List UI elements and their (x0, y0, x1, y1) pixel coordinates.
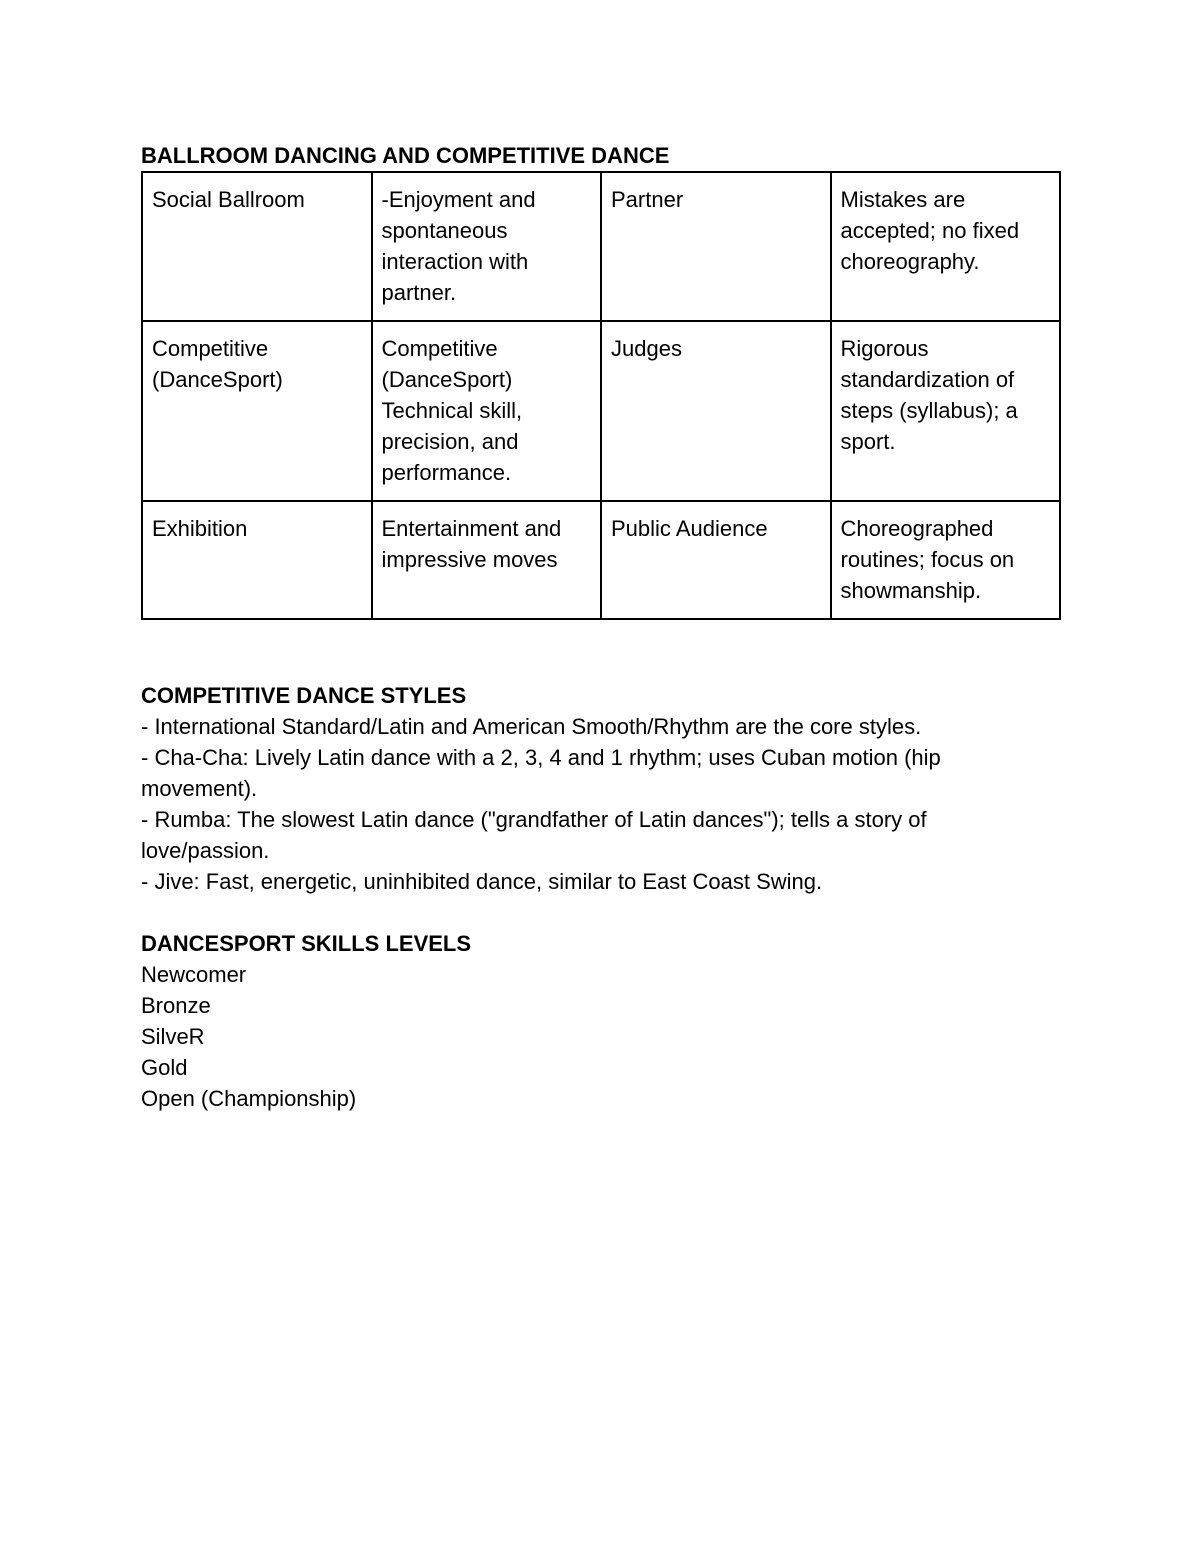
table-cell: Social Ballroom (142, 172, 372, 321)
table-cell: Competitive (DanceSport) (142, 321, 372, 501)
list-item: SilveR (141, 1024, 205, 1049)
table-cell: Public Audience (601, 501, 831, 619)
table-cell: Choreographed routines; focus on showmanship. (831, 501, 1061, 619)
table-row (142, 321, 1060, 501)
section-title-styles: COMPETITIVE DANCE STYLES (141, 683, 467, 708)
list-item: Gold (141, 1055, 188, 1080)
table-cell: -Enjoyment and spontaneous interaction with partner. (372, 172, 602, 321)
section-title-levels: DANCESPORT SKILLS LEVELS (141, 931, 472, 956)
table-cell: Mistakes are accepted; no fixed choreography. (831, 172, 1061, 321)
competitive-styles-section (141, 680, 1061, 897)
table-cell: Rigorous standardization of steps (syllabus); a sport. (831, 321, 1061, 501)
list-item: - International Standard/Latin and American Smooth/Rhythm are the core styles. (141, 714, 922, 739)
table-cell: Exhibition (142, 501, 372, 619)
section-title-ballroom: BALLROOM DANCING AND COMPETITIVE DANCE (141, 143, 670, 168)
table-row (142, 172, 1060, 321)
list-item: Bronze (141, 993, 211, 1018)
list-item: - Jive: Fast, energetic, uninhibited dance, similar to East Coast Swing. (141, 869, 823, 894)
list-item: Newcomer (141, 962, 247, 987)
table-cell: Entertainment and impressive moves (372, 501, 602, 619)
list-item: - Cha-Cha: Lively Latin dance with a 2, 3, 4 and 1 rhythm; uses Cuban motion (hip movement). (141, 745, 941, 801)
list-item: - Rumba: The slowest Latin dance ("grandfather of Latin dances"); tells a story of love/passion. (141, 807, 927, 863)
list-item: Open (Championship) (141, 1086, 357, 1111)
ballroom-table (141, 171, 1061, 620)
document-page (141, 140, 1061, 1114)
skill-levels-section (141, 928, 1061, 1114)
table-cell: Competitive (DanceSport) Technical skill, precision, and performance. (372, 321, 602, 501)
table-cell: Partner (601, 172, 831, 321)
table-row (142, 501, 1060, 619)
table-cell: Judges (601, 321, 831, 501)
